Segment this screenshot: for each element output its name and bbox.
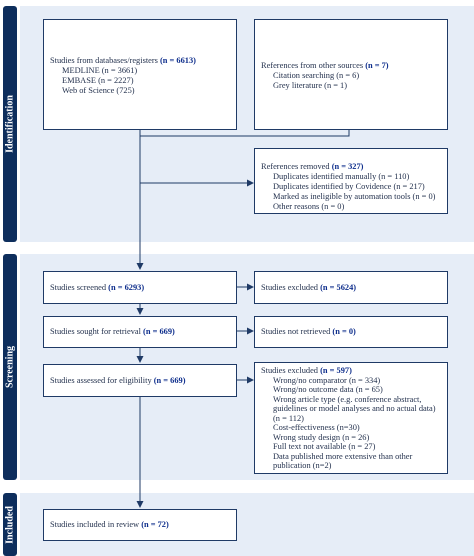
removed-item: Duplicates identified manually (n = 110) <box>273 172 410 181</box>
connector-other-sources-merge <box>140 130 349 136</box>
screened-count: (n = 6293) <box>108 282 145 292</box>
eligibility-box <box>43 364 237 397</box>
excluded-full-text-count: (n = 597) <box>320 366 352 375</box>
retrieval-count: (n = 669) <box>143 327 175 336</box>
identification-stage-text: Identification <box>4 95 16 153</box>
databases-box <box>43 19 237 130</box>
databases-count: (n = 6613) <box>160 56 196 65</box>
removed-item: Duplicates identified by Covidence (n = 217) <box>273 182 425 191</box>
excluded-screening-count: (n = 5624) <box>320 282 357 292</box>
eligibility-count: (n = 669) <box>153 375 186 385</box>
removed-item: Other reasons (n = 0) <box>273 202 345 211</box>
excluded-full-text-item: Full text not available (n = 27) <box>273 442 376 451</box>
removed-title: References removed <box>261 162 330 171</box>
excluded-full-text-item: Wrong/no outcome data (n = 65) <box>273 385 383 394</box>
other-sources-title: References from other sources <box>261 61 364 70</box>
other-sources-box <box>254 19 448 130</box>
screened-box <box>43 271 237 304</box>
included-review-title: Studies included in review <box>50 520 140 529</box>
excluded-full-text-item: Wrong study design (n = 26) <box>273 432 370 442</box>
other-sources-count: (n = 7) <box>365 61 389 70</box>
excluded-full-text-item: Cost-effectiveness (n=30) <box>273 423 360 432</box>
excluded-screening-box <box>254 271 448 304</box>
databases-item: MEDLINE (n = 3661) <box>62 66 138 75</box>
databases-title: Studies from databases/registers <box>50 56 158 65</box>
excluded-full-text-item: Wrong/no comparator (n = 334) <box>273 375 381 385</box>
screened-title: Studies screened <box>50 282 107 292</box>
excluded-full-text-box <box>254 362 448 474</box>
removed-box <box>254 148 448 214</box>
excluded-full-text-item: Data published more extensive than other publication (n=2) <box>273 451 413 470</box>
other-sources-item: Citation searching (n = 6) <box>273 71 360 80</box>
excluded-full-text-item: Wrong article type (e.g. conference abstract, guidelines or model analyses and no actual data) (n = 112) <box>273 394 436 423</box>
removed-item: Marked as ineligible by automation tools (n = 0) <box>273 192 436 201</box>
retrieval-box <box>43 316 237 348</box>
included-review-count: (n = 72) <box>141 520 169 529</box>
not-retrieved-box <box>254 316 448 348</box>
removed-count: (n = 327) <box>331 162 364 171</box>
included-review-box <box>43 509 237 541</box>
excluded-screening-title: Studies excluded <box>261 282 318 292</box>
not-retrieved-title: Studies not retrieved <box>261 327 331 336</box>
databases-item: EMBASE (n = 2227) <box>62 76 134 85</box>
included-stage-text: Included <box>4 505 16 544</box>
databases-item: Web of Science (725) <box>62 86 135 95</box>
not-retrieved-count: (n = 0) <box>332 327 356 336</box>
eligibility-title: Studies assessed for eligibility <box>50 375 152 385</box>
screening-stage-text: Screening <box>4 345 16 389</box>
excluded-full-text-title: Studies excluded <box>261 366 318 375</box>
retrieval-title: Studies sought for retrieval <box>50 327 141 336</box>
other-sources-item: Grey literature (n = 1) <box>273 81 348 90</box>
